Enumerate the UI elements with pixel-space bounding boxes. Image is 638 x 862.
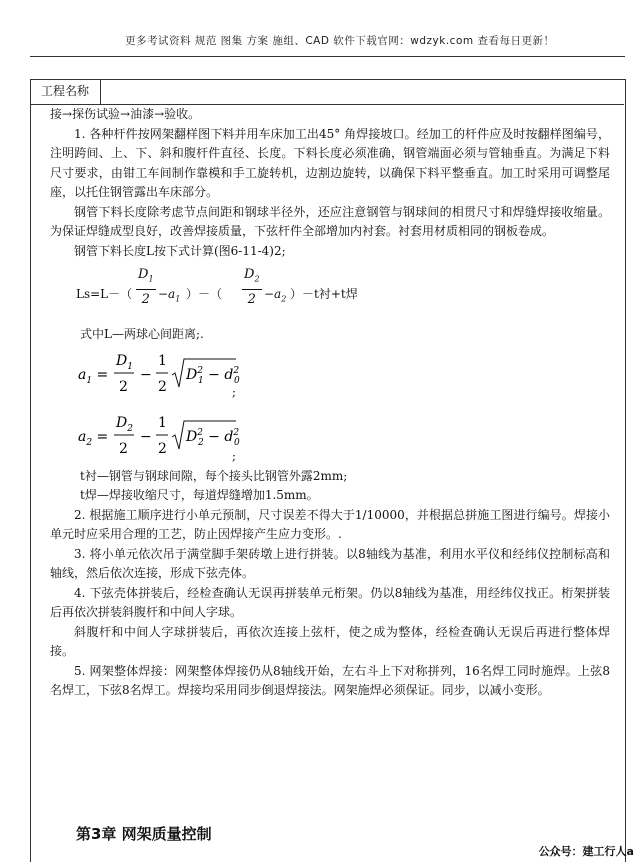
a2-semicolon: ; — [232, 448, 237, 463]
svg-text:D22 − d20: $D^2$ $2 - d^2$ 0 — [186, 427, 240, 448]
svg-text:D1: $D_1$ — [116, 352, 133, 372]
t-han-line: t焊—焊接收缩尺寸，每道焊缝增加1.5mm。 — [80, 488, 319, 502]
paragraph-1: 1. 各种杆件按网架翻样图下料并用车床加工出45° 角焊接坡口。经加工的杆件应及时按翻样图编号，注明跨间、上、下、斜和腹杆件直径、长度。下料长度必须准确，钢管端面必须与管轴垂直。为满足下料尺寸要求，由钳工车间制作靠模和手工旋转机，边割边旋转，以确保下料平整垂直。加工时采用可调整尾座，以托住钢管露出车床部分。 — [50, 126, 610, 199]
paragraph-6: 4. 下弦壳体拼装后，经检查确认无误再拼装单元桁架。仍以8轴线为基准，用经纬仪找正。桁架拼装后再依次拼装斜腹杆和中间人字球。 — [50, 585, 610, 619]
body-content — [50, 105, 610, 701]
svg-text:2: 2 — [158, 378, 167, 395]
formula-a2-graphic — [78, 407, 338, 465]
minus-a2: $-a_2$ — [264, 287, 287, 304]
minus-a1: $-a_1$ — [158, 287, 181, 304]
where-line: 式中L—两球心间距离;. — [80, 327, 204, 341]
project-name-label: 工程名称 — [30, 79, 101, 104]
paragraph-8: 5. 网架整体焊接：网架整体焊接仍从8轴线开始，左右斗上下对称拼列，16名焊工同时施焊。上弦8名焊工，下弦8名焊工。焊接均采用同步倒退焊接法。网架施焊必须保证。同步，以减小变形。 — [50, 663, 610, 697]
formula-a1-graphic — [78, 345, 338, 403]
svg-text:1: 1 — [158, 352, 167, 369]
fraction-d2: $\frac{D_2}{2}$ — [244, 267, 260, 308]
svg-text:2: 2 — [119, 440, 128, 457]
line-0: 接→探伤试验→油漆→验收。 — [50, 107, 201, 121]
svg-text:2: 2 — [158, 440, 167, 457]
svg-text:−: − — [140, 366, 152, 383]
fraction-d1: $\frac{D_1}{2}$ — [138, 267, 154, 308]
project-name-row — [30, 79, 624, 105]
formula-ls — [50, 261, 610, 325]
header-banner: 更多考试资料 规范 图集 方案 施组、CAD 软件下载官网：wdzyk.com 查看每日更新！ — [125, 35, 555, 47]
chapter-title: 第3章 网架质量控制 — [76, 825, 212, 843]
formula-ls-prefix: Ls=L－（ — [76, 287, 133, 301]
paragraph-5: 3. 将小单元依次吊于满堂脚手架砖墩上进行拼装。以8轴线为基准，利用水平仪和经纬仪控制标高和轴线，然后依次连接，形成下弦壳体。 — [50, 546, 610, 580]
svg-text:2: 2 — [119, 378, 128, 395]
paragraph-7: 斜腹杆和中间人字球拼装后，再依次连接上弦杆，使之成为整体，经检查确认无误后再进行整体焊接。 — [50, 624, 610, 658]
header-rule — [30, 56, 625, 57]
paragraph-4: 2. 根据施工顺序进行小单元预制，尺寸误差不得大于1/10000，并根据总拼施工图进行编号。焊接小单元时应采用合理的工艺，防止因焊接产生应力变形。. — [50, 507, 610, 541]
formula-ls-mid: ）－（ — [186, 287, 223, 301]
svg-text:D2: $D_2$ — [116, 414, 133, 434]
formula-a1 — [50, 345, 610, 403]
formula-a2 — [50, 403, 610, 467]
paragraph-2: 钢管下料长度除考虑节点间距和钢球半径外，还应注意钢管与钢球间的相贯尺寸和焊缝焊接收缩量。为保证焊缝成型良好，改善焊接质量，下弦杆件全部增加内衬套。衬套用材质相同的钢板卷成。 — [50, 204, 610, 238]
svg-text:D21 − d20: $D^2$ $1 - d^2$ 0 — [186, 365, 240, 386]
svg-text:a1 =: $a_1$ = — [78, 366, 109, 386]
formula-ls-suffix: ）－t衬+t焊 — [290, 287, 358, 301]
a1-semicolon: ; — [232, 384, 237, 399]
svg-text:a2 =: $a_2$ = — [78, 428, 109, 448]
paragraph-3: 钢管下料长度L按下式计算(图6-11-4)2; — [74, 243, 286, 258]
svg-text:−: − — [140, 428, 152, 445]
watermark: 公众号：建工行人a — [538, 845, 634, 858]
svg-text:1: 1 — [158, 414, 167, 431]
t-lin-line: t衬—钢管与钢球间隙，每个接头比钢管外露2mm; — [80, 468, 348, 483]
